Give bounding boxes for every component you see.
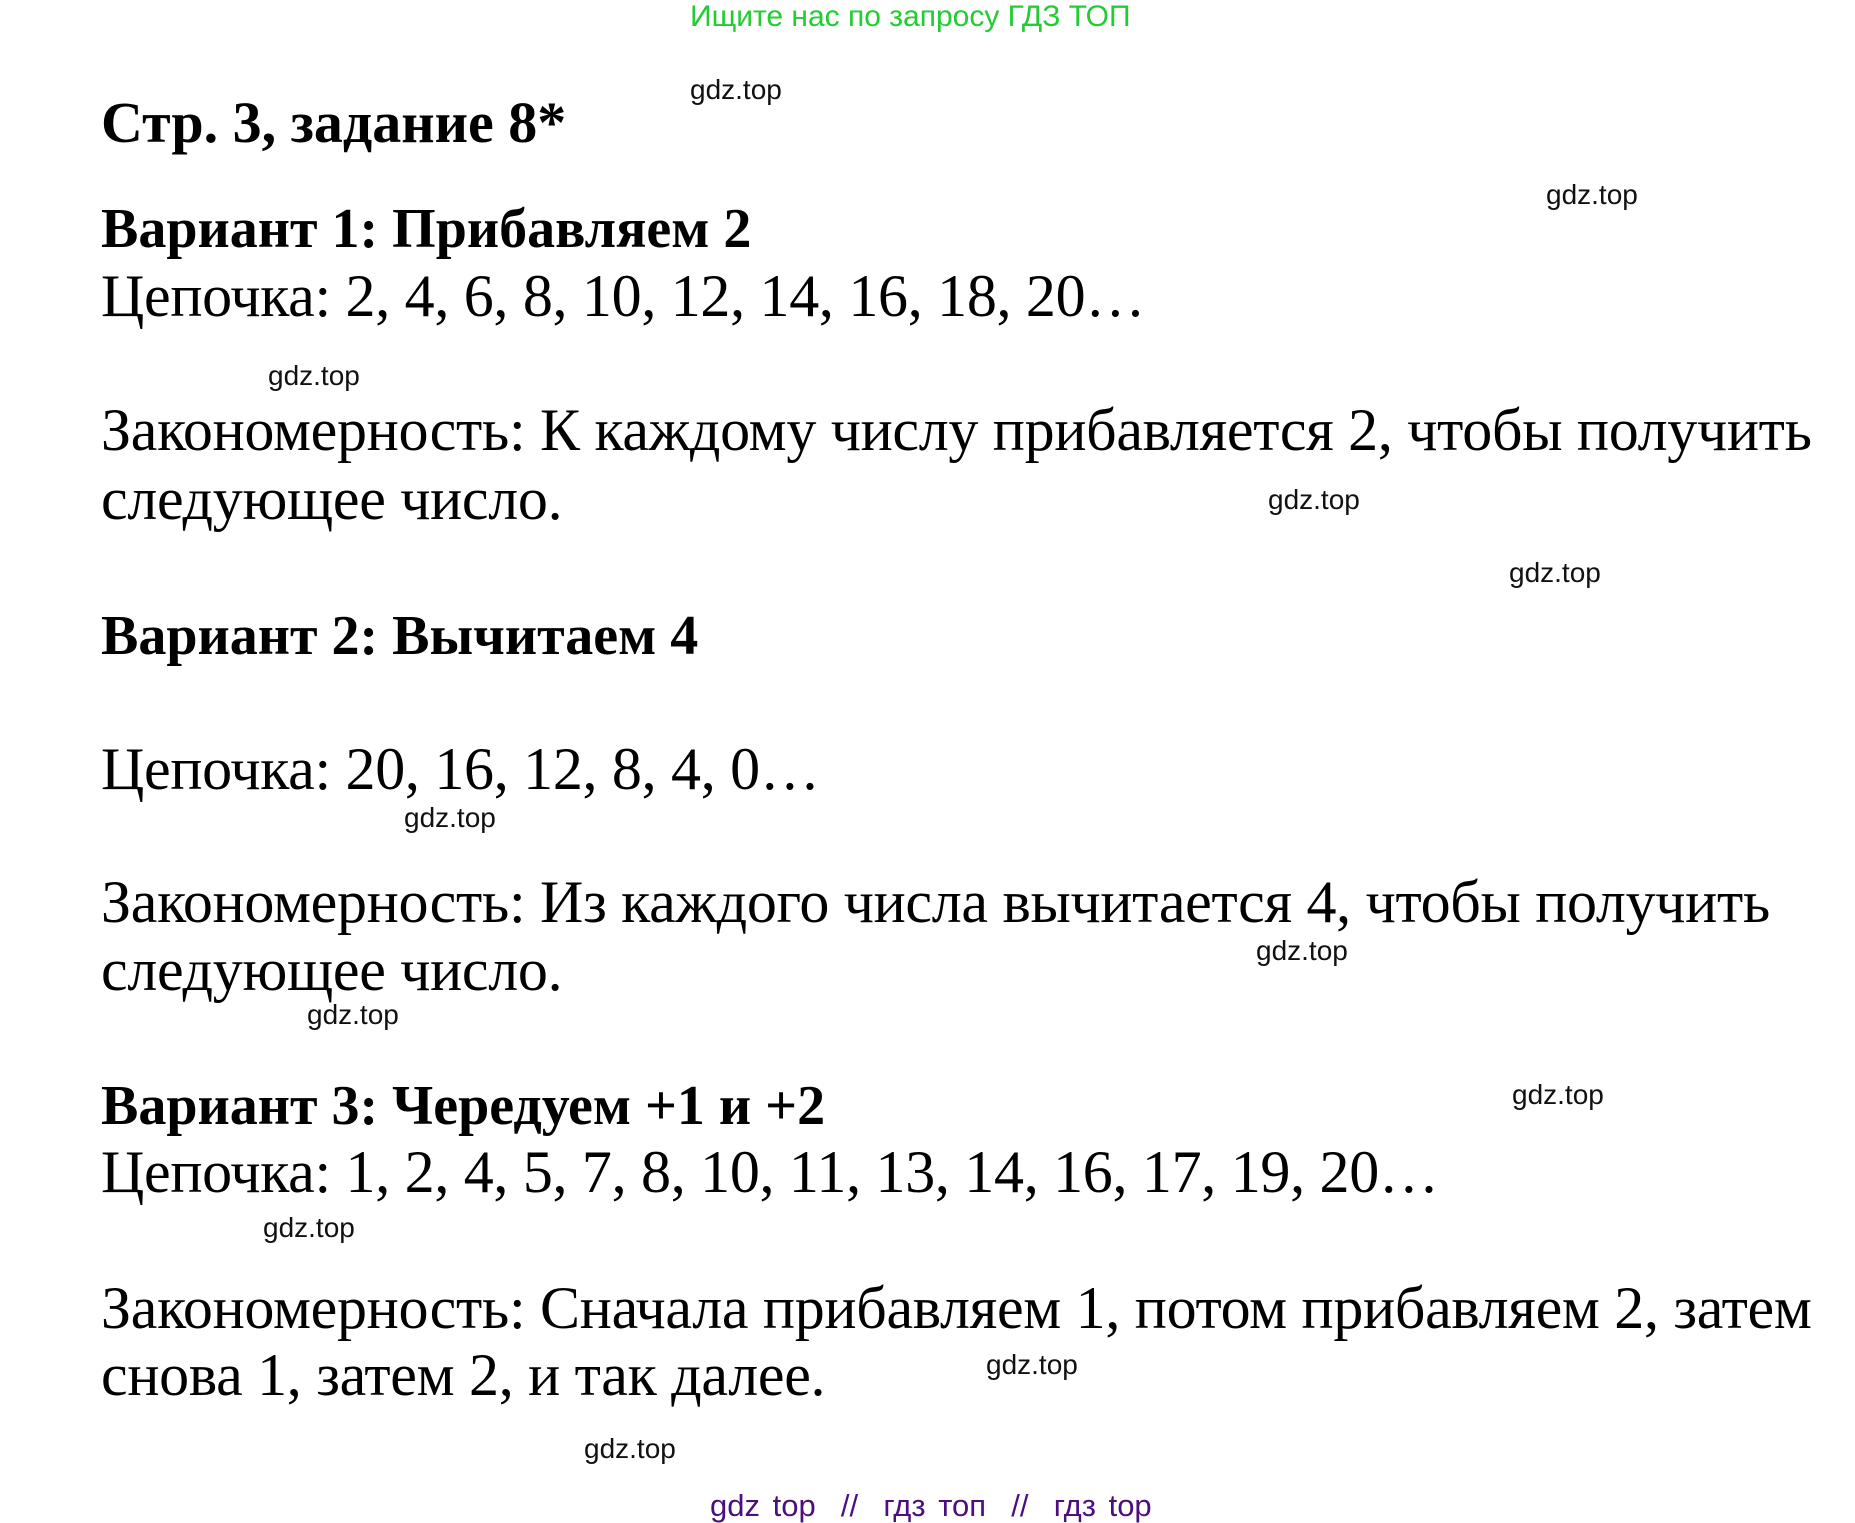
- watermark: gdz.top: [404, 802, 496, 833]
- variant-1-pattern-line-1: Закономерность: К каждому числу прибавляется 2, чтобы получить: [101, 397, 1812, 463]
- watermark: gdz.top: [307, 999, 399, 1030]
- variant-1-chain: Цепочка: 2, 4, 6, 8, 10, 12, 14, 16, 18, 20…: [101, 263, 1146, 329]
- watermark: gdz.top: [1509, 557, 1601, 588]
- variant-3-heading: Вариант 3: Чередуем +1 и +2: [101, 1075, 826, 1137]
- variant-2-chain: Цепочка: 20, 16, 12, 8, 4, 0…: [101, 736, 820, 802]
- watermark: gdz.top: [584, 1433, 676, 1464]
- variant-1-pattern-line-2: следующее число.: [101, 466, 563, 532]
- footer-links: gdz top // гдз топ // гдз top: [710, 1488, 1152, 1523]
- watermark: gdz.top: [1256, 935, 1348, 966]
- watermark: gdz.top: [1268, 484, 1360, 515]
- watermark: gdz.top: [1546, 179, 1638, 210]
- variant-3-chain: Цепочка: 1, 2, 4, 5, 7, 8, 10, 11, 13, 14, 16, 17, 19, 20…: [101, 1139, 1439, 1205]
- page-title: Стр. 3, задание 8*: [101, 90, 567, 155]
- watermark: gdz.top: [1512, 1079, 1604, 1110]
- variant-1-heading: Вариант 1: Прибавляем 2: [101, 198, 752, 260]
- watermark: gdz.top: [986, 1349, 1078, 1380]
- watermark: gdz.top: [268, 360, 360, 391]
- watermark: gdz.top: [263, 1212, 355, 1243]
- watermark: gdz.top: [690, 74, 782, 105]
- promo-banner: Ищите нас по запросу ГДЗ ТОП: [690, 0, 1131, 33]
- variant-2-pattern-line-1: Закономерность: Из каждого числа вычитается 4, чтобы получить: [101, 869, 1770, 935]
- variant-2-heading: Вариант 2: Вычитаем 4: [101, 605, 699, 667]
- variant-2-pattern-line-2: следующее число.: [101, 937, 563, 1003]
- variant-3-pattern-line-2: снова 1, затем 2, и так далее.: [101, 1342, 826, 1408]
- variant-3-pattern-line-1: Закономерность: Сначала прибавляем 1, потом прибавляем 2, затем: [101, 1275, 1812, 1341]
